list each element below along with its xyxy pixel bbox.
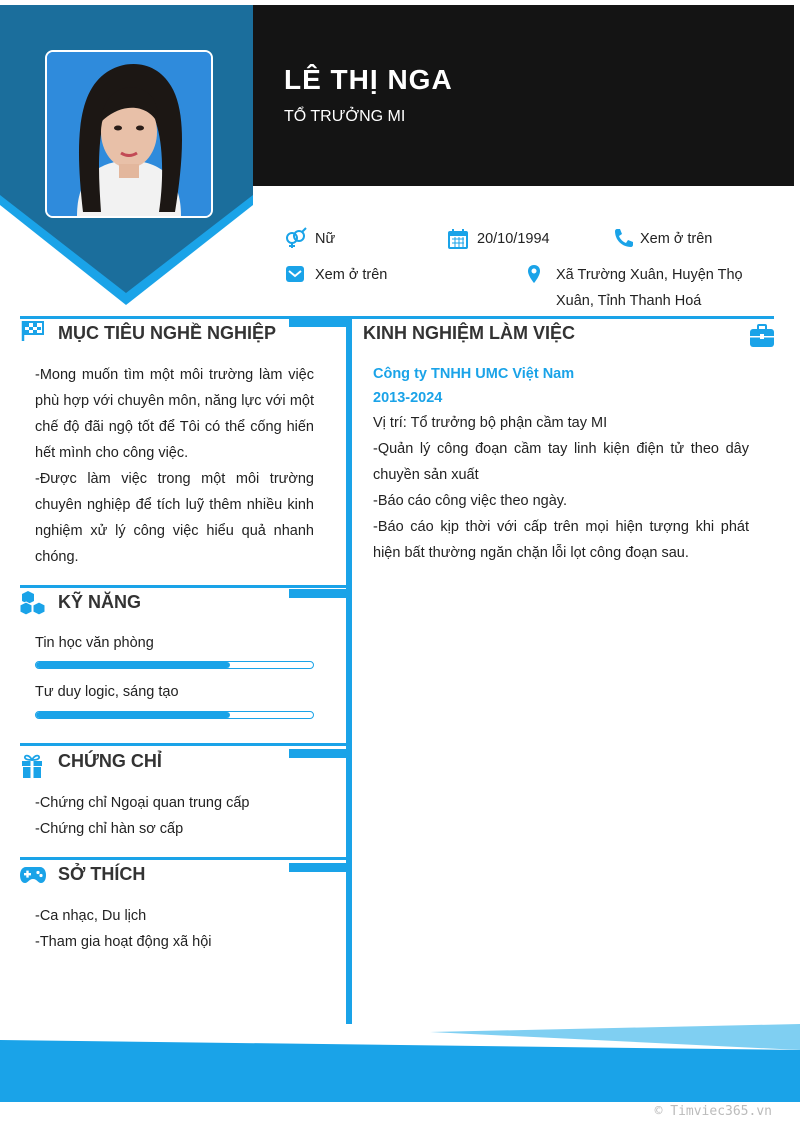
- certificate-item: -Chứng chỉ hàn sơ cấp: [35, 821, 184, 837]
- objective-line: -Được làm việc trong một môi trường chuyên nghiệp để tích luỹ thêm nhiều kinh nghiệm xử lý công việc hiểu quả nhanh chóng.: [35, 471, 314, 565]
- email-icon: [285, 264, 307, 286]
- employment-period: 2013-2024: [373, 390, 443, 406]
- certificates-rule-accent: [289, 749, 346, 758]
- experience-heading: KINH NGHIỆM LÀM VIỆC: [363, 323, 576, 343]
- flag-icon: [21, 320, 45, 342]
- objective-heading: MỤC TIÊU NGHỀ NGHIỆP: [58, 323, 277, 343]
- gift-icon: [21, 753, 43, 779]
- hobbies-heading: SỞ THÍCH: [58, 864, 146, 884]
- skills-rule: [20, 585, 346, 588]
- avatar: [45, 50, 213, 218]
- hobby-item: -Ca nhạc, Du lịch: [35, 908, 147, 924]
- email-value: Xem ở trên: [315, 267, 388, 283]
- portrait-image: [47, 52, 211, 216]
- skill-bar: [35, 711, 314, 719]
- skills-rule-accent: [289, 589, 346, 598]
- phone-info: [612, 226, 762, 252]
- gamepad-icon: [19, 865, 47, 885]
- hobbies-rule: [20, 857, 346, 860]
- calendar-icon: [447, 228, 469, 250]
- experience-line: Vị trí: Tổ trưởng bộ phận cầm tay MI: [373, 415, 608, 431]
- experience-rule: [352, 316, 774, 319]
- experience-line: -Quản lý công đoạn cầm tay linh kiện điện tử theo dây chuyền sản xuất: [373, 441, 749, 483]
- candidate-position: TỔ TRƯỞNG MI: [284, 108, 406, 125]
- cubes-icon: [19, 590, 47, 616]
- skill-bar-fill: [36, 662, 230, 668]
- column-divider: [346, 316, 352, 1036]
- skill-label: Tư duy logic, sáng tạo: [35, 684, 179, 700]
- birthday-value: 20/10/1994: [477, 231, 550, 247]
- candidate-name: LÊ THỊ NGA: [284, 64, 453, 95]
- objective-line: -Mong muốn tìm một môi trường làm việc phù hợp với chuyên môn, năng lực với một chế độ đãi ngộ tốt để Tôi có thể cống hiến hết mình cho công việc.: [35, 367, 314, 461]
- gender-info: [285, 226, 425, 252]
- email-info: [285, 262, 435, 288]
- certificates-heading: CHỨNG CHỈ: [58, 751, 162, 771]
- birthday-info: [447, 226, 597, 252]
- skills-heading: KỸ NĂNG: [58, 592, 142, 612]
- certificates-rule: [20, 743, 346, 746]
- address-value: Xã Trường Xuân, Huyện Thọ Xuân, Tỉnh Thanh Hoá: [556, 267, 743, 309]
- briefcase-icon: [749, 324, 775, 348]
- hobby-item: -Tham gia hoạt động xã hội: [35, 934, 212, 950]
- gender-icon: [285, 227, 307, 249]
- location-icon: [527, 264, 549, 286]
- certificate-item: -Chứng chỉ Ngoại quan trung cấp: [35, 795, 250, 811]
- hobbies-rule-accent: [289, 863, 346, 872]
- gender-value: Nữ: [315, 231, 336, 247]
- objective-text: [35, 362, 314, 570]
- phone-icon: [612, 228, 634, 250]
- skill-bar-fill: [36, 712, 230, 718]
- hobbies-text: [35, 903, 314, 955]
- skill-label: Tin học văn phòng: [35, 635, 154, 651]
- experience-line: -Báo cáo công việc theo ngày.: [373, 493, 567, 509]
- footer-wave: [0, 1020, 800, 1105]
- skill-bar: [35, 661, 314, 669]
- copyright-text: © Timviec365.vn: [654, 1104, 772, 1119]
- experience-text: [373, 410, 749, 566]
- company-name: Công ty TNHH UMC Việt Nam: [373, 366, 575, 382]
- objective-rule-accent: [289, 318, 346, 327]
- address-info: [527, 262, 752, 314]
- experience-line: -Báo cáo kịp thời với cấp trên mọi hiện tượng khi phát hiện bất thường ngăn chặn lỗi lọt công đoạn sau.: [373, 519, 749, 561]
- phone-value: Xem ở trên: [640, 231, 713, 247]
- certificates-text: [35, 790, 314, 842]
